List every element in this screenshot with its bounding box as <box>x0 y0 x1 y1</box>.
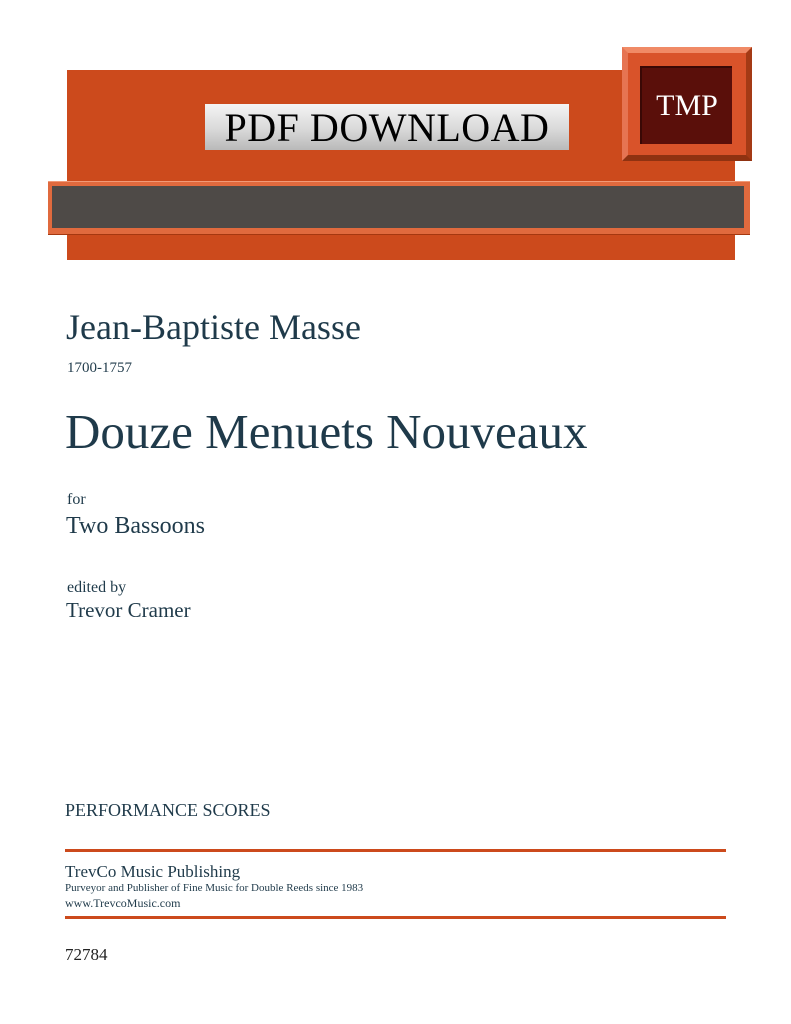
instrumentation: Two Bassoons <box>66 513 205 539</box>
header-bar <box>52 186 744 228</box>
pdf-download-label: PDF DOWNLOAD <box>205 104 569 150</box>
edited-by-label: edited by <box>67 579 127 596</box>
publisher-tagline: Purveyor and Publisher of Fine Music for Double Reeds since 1983 <box>65 882 364 894</box>
for-label: for <box>67 491 86 508</box>
publisher-name: TrevCo Music Publishing <box>65 862 241 881</box>
catalog-number: 72784 <box>65 945 108 964</box>
work-title: Douze Menuets Nouveaux <box>65 404 588 459</box>
editor-name: Trevor Cramer <box>66 598 191 622</box>
composer-dates: 1700-1757 <box>67 360 132 376</box>
footer-rule-top <box>65 849 726 852</box>
composer-name: Jean-Baptiste Masse <box>66 307 361 347</box>
edition-type: PERFORMANCE SCORES <box>65 800 271 820</box>
publisher-website: www.TrevcoMusic.com <box>65 896 181 910</box>
tmp-logo: TMP <box>640 66 732 144</box>
footer-rule-bottom <box>65 916 726 919</box>
